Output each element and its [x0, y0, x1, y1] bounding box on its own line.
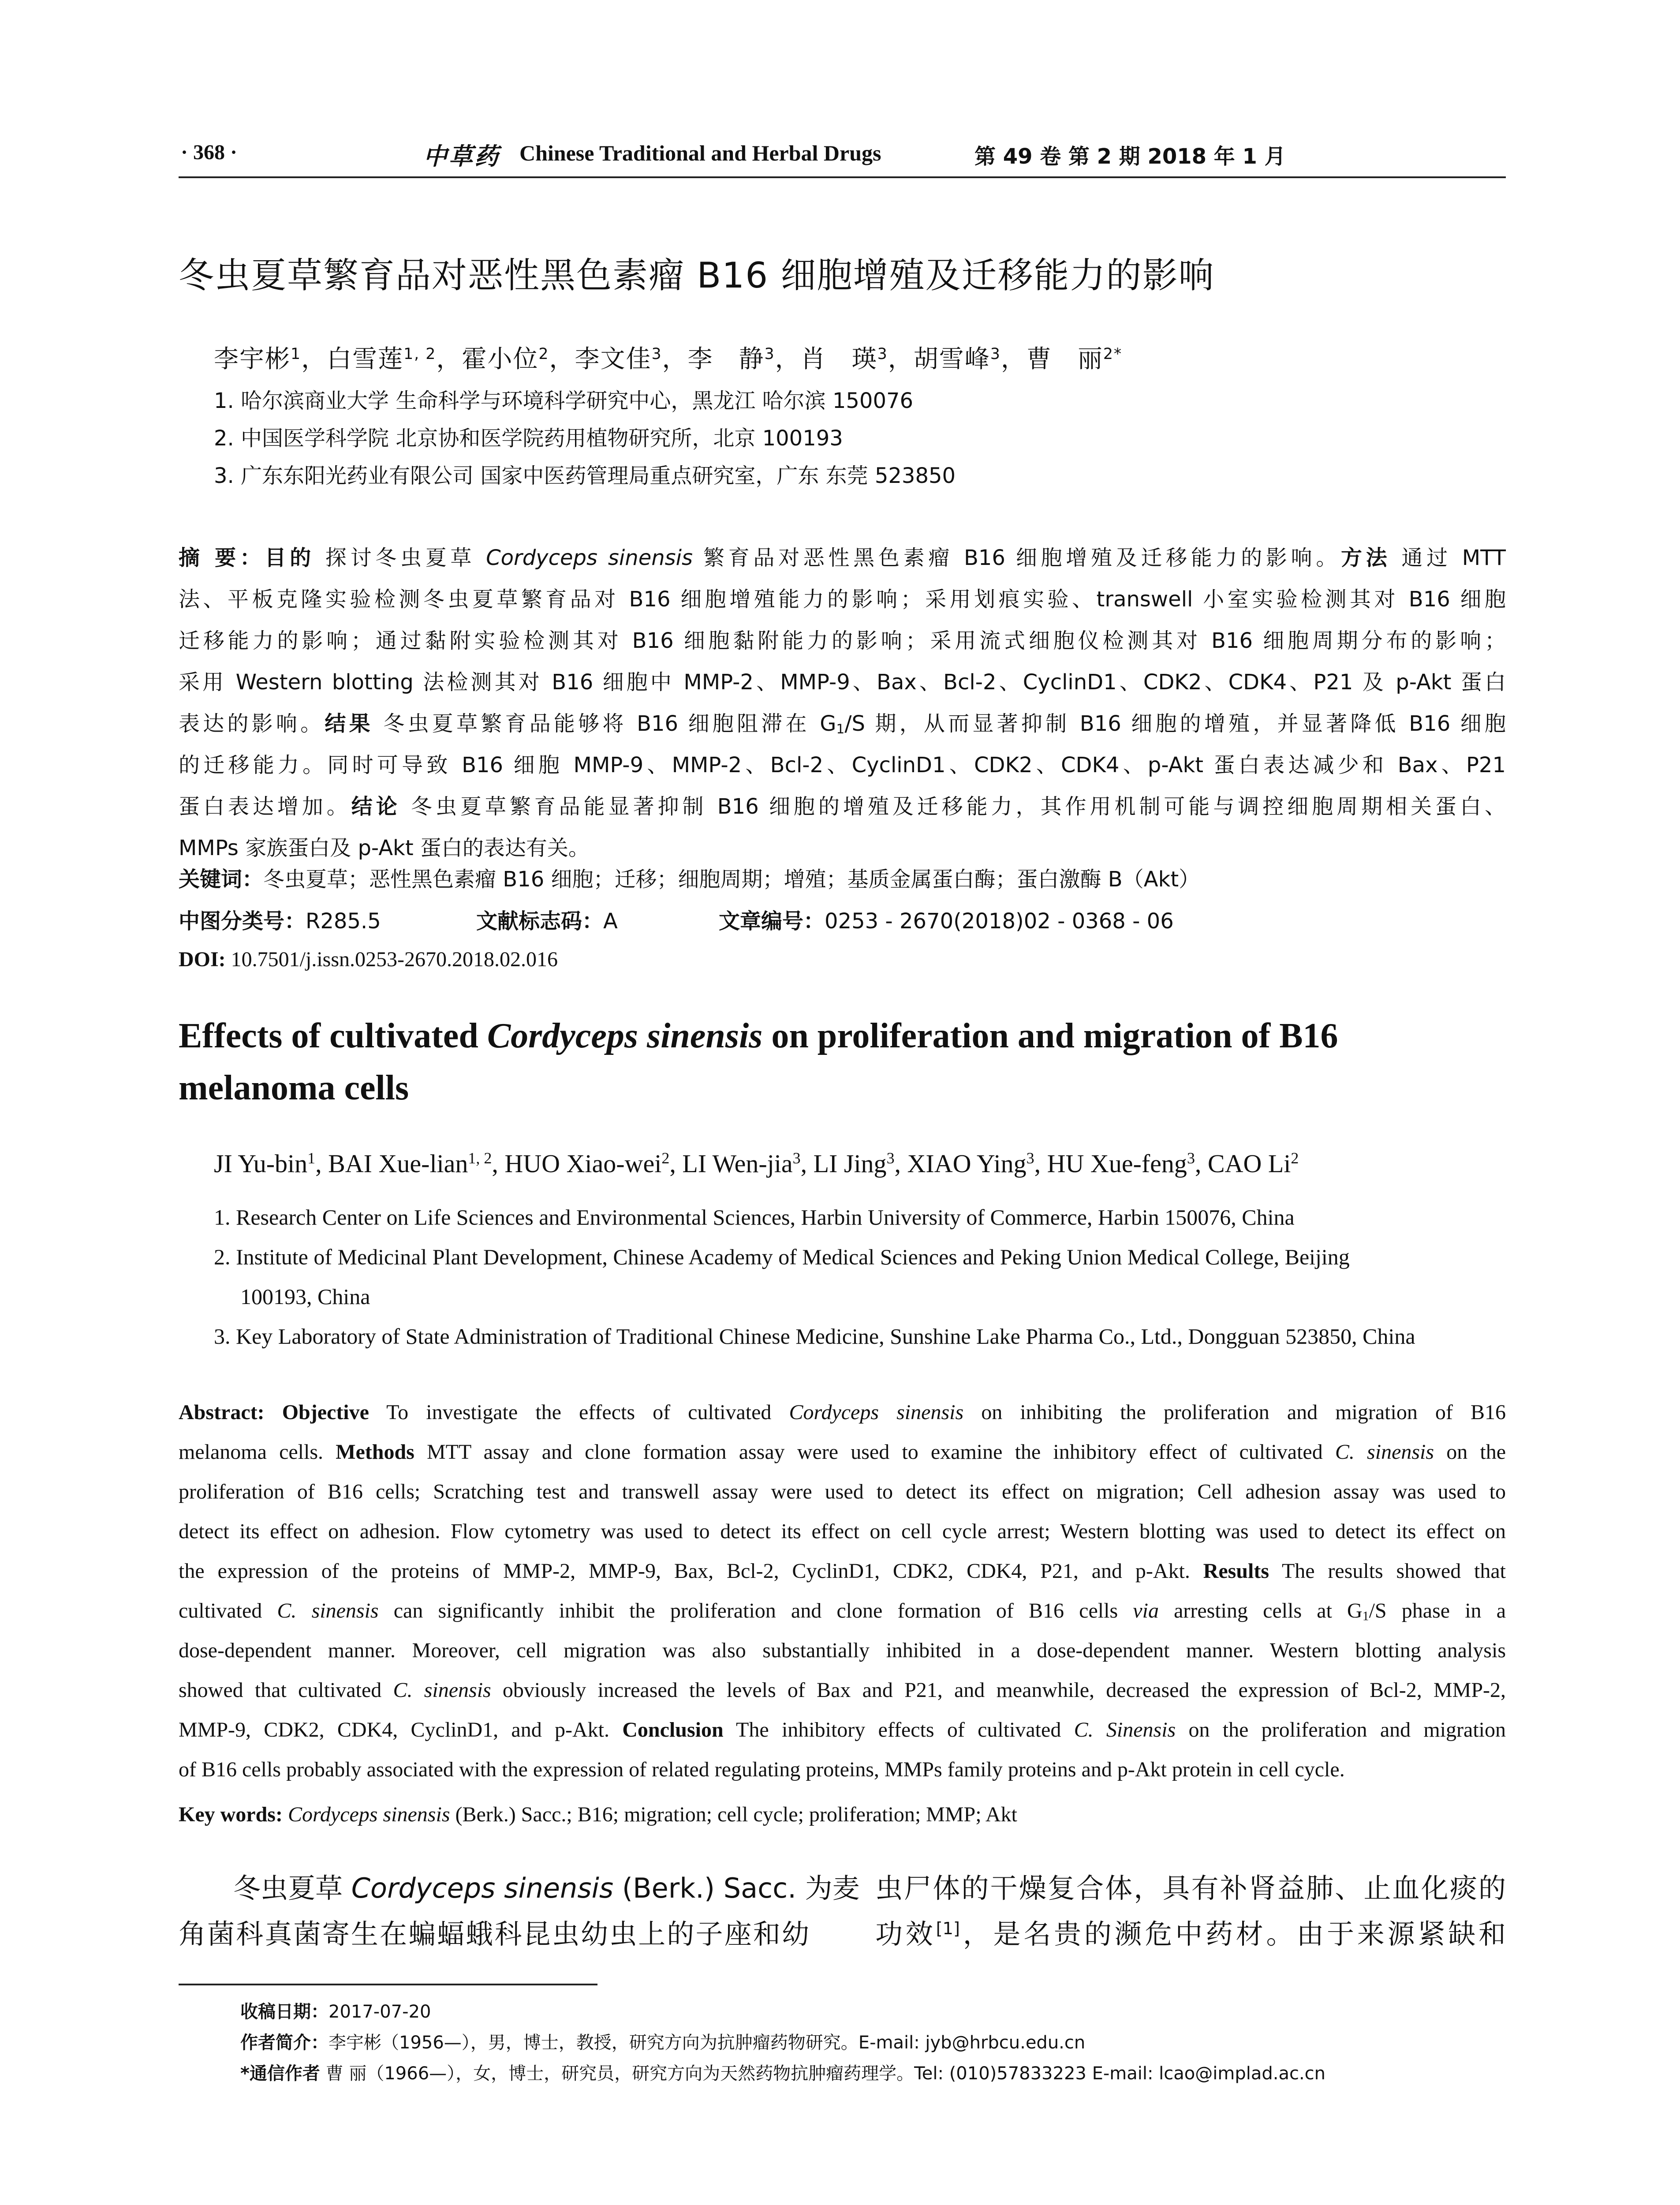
author-affiliation-mark: 3 — [886, 1149, 895, 1167]
author-name: 白雪莲 — [327, 345, 404, 374]
en-author-list: JI Yu-bin$^1$, BAI Xue-lian$^{1, 2}$, HUO Xiao-wei$^2$, LI Wen-jia$^3$, LI Jing$^3$, XIAO Ying$^3$, HU Xue-feng$^3$, CAO Li$^2$ — [214, 1149, 1299, 1178]
text-run: detect its effect on adhesion. Flow cytometry was used to detect its effect on cell cycle arrest; Western blotting was used to detect its effect on — [179, 1520, 1506, 1543]
author-name: 李宇彬 — [214, 345, 291, 374]
clc-label: 中图分类号： — [179, 909, 306, 934]
clc-value: R285.5 — [306, 909, 381, 934]
author-affiliation-mark: 3 — [792, 1149, 801, 1167]
text-run: 采用 Western blotting 法检测其对 B16 细胞中 MMP-2、MMP-9、Bax、Bcl-2、CyclinD1、CDK2、CDK4、P21 及 p-Akt 蛋白 — [179, 670, 1506, 695]
text-run: ，是名贵的濒危中药材。由于来源紧缺和 — [960, 1918, 1506, 1950]
text-run: Conclusion — [622, 1718, 724, 1742]
doi-label: DOI: — [179, 948, 226, 971]
text-run: 虫尸体的干燥复合体，具有补肾益肺、止血化痰的 — [875, 1872, 1506, 1904]
text-run: 结论 — [351, 794, 401, 819]
text-run: 通过 MTT — [1391, 546, 1506, 570]
en-title-part: Effects of cultivated — [179, 1017, 487, 1055]
en-abstract-line — [179, 1440, 1506, 1466]
author-affiliation-mark: 3 — [1026, 1149, 1034, 1167]
cn-affiliation-3: 3. 广东东阳光药业有限公司 国家中医药管理局重点研究室，广东 东莞 523850 — [214, 463, 956, 488]
author-name: 李 静 — [687, 345, 765, 374]
footnote-rule — [179, 1984, 597, 1985]
author-name: HU Xue-feng — [1047, 1149, 1187, 1178]
received-label: 收稿日期： — [240, 2002, 329, 2022]
body-column-right — [875, 1865, 1506, 1957]
author-affiliation-mark: 2 — [538, 345, 549, 363]
text-run: 繁育品对恶性黑色素瘤 B16 细胞增殖及迁移能力的影响。 — [693, 546, 1341, 570]
text-run: 摘 要：目的 — [179, 546, 315, 570]
en-keywords-label: Key words: — [179, 1803, 283, 1826]
author-affiliation-mark: 3 — [877, 345, 888, 363]
text-run: Cordyceps sinensis — [351, 1872, 614, 1904]
en-abstract-line — [179, 1480, 1506, 1506]
cn-abstract-line — [179, 579, 1506, 620]
text-run: of B16 cells probably associated with the expression of related regulating proteins, MMPs family proteins and p-Akt protein in cell cycle. — [179, 1758, 1345, 1781]
page-number: · 368 · — [181, 141, 238, 164]
article-no-value: 0253 - 2670(2018)02 - 0368 - 06 — [825, 909, 1174, 934]
text-run: on inhibiting the proliferation and migration of B16 — [963, 1401, 1506, 1424]
en-affiliation-3: 3. Key Laboratory of State Administration of Traditional Chinese Medicine, Sunshine Lake Pharma Co., Ltd., Dongguan 523850, China — [214, 1324, 1415, 1349]
cn-abstract-line — [179, 620, 1506, 662]
body-line — [179, 1911, 809, 1957]
text-run: Cordyceps sinensis — [287, 1803, 450, 1826]
text-run: [1] — [936, 1918, 960, 1939]
footnote-corresponding — [240, 2059, 1325, 2085]
author-affiliation-mark: 1, 2 — [468, 1149, 492, 1167]
author-bio-value: 李宇彬（1956—），男，博士，教授，研究方向为抗肿瘤药物研究。E-mail: jyb@hrbcu.edu.cn — [329, 2033, 1086, 2053]
en-abstract-line — [179, 1559, 1506, 1585]
en-abstract-line — [179, 1400, 1506, 1427]
author-name: 肖 瑛 — [800, 345, 877, 374]
doi-value: 10.7501/j.issn.0253-2670.2018.02.016 — [231, 948, 558, 971]
author-name: LI Wen-jia — [682, 1149, 793, 1178]
body-column-left — [179, 1865, 860, 1957]
en-title-line2: melanoma cells — [179, 1069, 409, 1107]
journal-logo: 中草药 — [423, 142, 500, 170]
author-name: HUO Xiao-wei — [504, 1149, 662, 1178]
text-run: Results — [1203, 1559, 1269, 1583]
article-no-label: 文章编号： — [719, 909, 825, 934]
corresponding-value: 曹 丽（1966—），女，博士，研究员，研究方向为天然药物抗肿瘤药理学。Tel: (010)57833223 E-mail: lcao@implad.ac.cn — [320, 2063, 1326, 2084]
en-title-species: Cordyceps sinensis — [487, 1017, 763, 1055]
text-run: melanoma cells. — [179, 1440, 336, 1464]
text-run: Abstract: Objective — [179, 1401, 369, 1424]
body-line — [875, 1911, 1506, 1957]
author-name: 胡雪峰 — [913, 345, 990, 374]
author-name: XIAO Ying — [907, 1149, 1027, 1178]
en-abstract-line — [179, 1678, 1506, 1704]
en-abstract-line — [179, 1757, 1506, 1784]
cn-author-list: 李宇彬$^1$，白雪莲$^{1, 2}$，霍小位$^2$，李文佳$^3$，李 静$^3$，肖 瑛$^3$，胡雪峰$^3$，曹 丽$^{2*}$ — [214, 345, 1123, 374]
text-run: on the — [1434, 1440, 1506, 1464]
cn-article-no — [719, 904, 1174, 934]
text-run: arresting cells at G — [1158, 1599, 1363, 1622]
cn-doc-code — [476, 904, 618, 934]
text-run: 功效 — [875, 1918, 936, 1950]
text-run: proliferation of B16 cells; Scratching test and transwell assay were used to detect its effect on migration; Cell adhesion assay was used to — [179, 1480, 1506, 1503]
text-run: /S 期，从而显著抑制 B16 细胞的增殖，并显著降低 B16 细胞 — [844, 711, 1506, 736]
en-keywords-text — [283, 1803, 1017, 1826]
en-title-part: on proliferation and migration of B16 — [762, 1017, 1338, 1055]
text-run: /S phase in a — [1369, 1599, 1506, 1622]
journal-name: Chinese Traditional and Herbal Drugs — [519, 141, 881, 165]
text-run: (Berk.) Sacc. 为麦 — [613, 1872, 860, 1904]
author-affiliation-mark: 1, 2 — [403, 345, 437, 363]
text-run: The inhibitory effects of cultivated — [723, 1718, 1074, 1742]
text-run: on the proliferation and migration — [1176, 1718, 1506, 1742]
cn-abstract-line — [179, 662, 1506, 703]
text-run: can significantly inhibit the proliferation and clone formation of B16 cells — [378, 1599, 1133, 1622]
cn-affiliation-1: 1. 哈尔滨商业大学 生命科学与环境科学研究中心，黑龙江 哈尔滨 150076 — [214, 389, 914, 413]
text-run: MTT assay and clone formation assay were used to examine the inhibitory effect of cultivated — [414, 1440, 1335, 1464]
text-run: 冬虫夏草繁育品能显著抑制 B16 细胞的增殖及迁移能力，其作用机制可能与调控细胞周期相关蛋白、 — [400, 794, 1506, 819]
body-line — [875, 1865, 1506, 1911]
text-run: 探讨冬虫夏草 — [314, 546, 486, 570]
text-run: MMPs 家族蛋白及 p-Akt 蛋白的表达有关。 — [179, 836, 590, 860]
text-run: via — [1133, 1599, 1159, 1622]
text-run: The results showed that — [1269, 1559, 1506, 1583]
author-affiliation-mark: 1 — [291, 345, 302, 363]
corresponding-label: *通信作者 — [240, 2063, 320, 2084]
text-run: dose-dependent manner. Moreover, cell migration was also substantially inhibited in a dose-dependent manner. Western blotting analysis — [179, 1639, 1506, 1662]
en-abstract-line — [179, 1718, 1506, 1744]
text-run: 冬虫夏草繁育品能够将 B16 细胞阻滞在 G — [373, 711, 836, 736]
text-run: showed that cultivated — [179, 1678, 393, 1702]
doi-line — [179, 947, 558, 972]
cn-keywords-label: 关键词： — [179, 867, 264, 892]
text-run: 表达的影响。 — [179, 711, 325, 736]
author-affiliation-mark: 2 — [661, 1149, 670, 1167]
issue-info: 第 49 卷 第 2 期 2018 年 1 月 — [974, 144, 1286, 169]
text-run: Methods — [336, 1440, 414, 1464]
text-run: obviously increased the levels of Bax and P21, and meanwhile, decreased the expression of Bcl-2, MMP-2, — [491, 1678, 1506, 1702]
text-run: Cordyceps sinensis — [486, 546, 693, 570]
text-run: To investigate the effects of cultivated — [369, 1401, 789, 1424]
footnote-author — [240, 2029, 1085, 2054]
author-name: 曹 丽 — [1026, 345, 1103, 374]
author-affiliation-mark: 2* — [1103, 345, 1123, 363]
text-run: 法、平板克隆实验检测冬虫夏草繁育品对 B16 细胞增殖能力的影响；采用划痕实验、transwell 小室实验检测其对 B16 细胞 — [179, 587, 1506, 612]
cn-abstract-line — [179, 786, 1506, 827]
text-run: 蛋白表达增加。 — [179, 794, 351, 819]
text-run: 方法 — [1341, 546, 1391, 570]
text-run: 结果 — [325, 711, 373, 736]
text-run: cultivated — [179, 1599, 277, 1622]
author-affiliation-mark: 2 — [1291, 1149, 1299, 1167]
doc-code-value: A — [603, 909, 618, 934]
cn-keywords-text: 冬虫夏草；恶性黑色素瘤 B16 细胞；迁移；细胞周期；增殖；基质金属蛋白酶；蛋白激酶 B（Akt） — [263, 867, 1200, 892]
en-affiliation-2: 2. Institute of Medicinal Plant Development, Chinese Academy of Medical Sciences and Peking Union Medical College, Beijing — [214, 1245, 1350, 1269]
en-abstract-line — [179, 1638, 1506, 1665]
doc-code-label: 文献标志码： — [476, 909, 604, 934]
en-abstract-line — [179, 1599, 1506, 1625]
cn-clc — [179, 904, 381, 934]
cn-abstract-line — [179, 744, 1506, 786]
cn-keywords — [179, 862, 1200, 893]
en-keywords — [179, 1802, 1017, 1827]
text-run: 1 — [1362, 1608, 1369, 1623]
author-name: JI Yu-bin — [214, 1149, 308, 1178]
text-run: 1 — [836, 721, 845, 737]
author-name: LI Jing — [813, 1149, 887, 1178]
cn-abstract-line — [179, 703, 1506, 744]
text-run — [283, 1803, 288, 1826]
en-title — [179, 1010, 1506, 1114]
cn-abstract — [179, 537, 1506, 869]
body-line — [179, 1865, 860, 1911]
author-affiliation-mark: 3 — [990, 345, 1001, 363]
author-name: CAO Li — [1207, 1149, 1291, 1178]
text-run: (Berk.) Sacc.; B16; migration; cell cycle; proliferation; MMP; Akt — [450, 1803, 1017, 1826]
text-run: MMP-9, CDK2, CDK4, CyclinD1, and p-Akt. — [179, 1718, 623, 1742]
author-affiliation-mark: 3 — [764, 345, 775, 363]
text-run: Cordyceps sinensis — [789, 1401, 964, 1424]
cn-abstract-line — [179, 537, 1506, 579]
text-run: 迁移能力的影响；通过黏附实验检测其对 B16 细胞黏附能力的影响；采用流式细胞仪检测其对 B16 细胞周期分布的影响； — [179, 628, 1506, 653]
text-run: 角菌科真菌寄生在蝙蝠蛾科昆虫幼虫上的子座和幼 — [179, 1918, 809, 1950]
text-run: the expression of the proteins of MMP-2, MMP-9, Bax, Bcl-2, CyclinD1, CDK2, CDK4, P21, and p-Akt. — [179, 1559, 1203, 1583]
received-value: 2017-07-20 — [329, 2002, 431, 2022]
text-run: C. sinensis — [1335, 1440, 1434, 1464]
footnote-received — [240, 1998, 431, 2023]
text-run: C. sinensis — [393, 1678, 491, 1702]
author-name: BAI Xue-lian — [328, 1149, 468, 1178]
text-run: 的迁移能力。同时可导致 B16 细胞 MMP-9、MMP-2、Bcl-2、CyclinD1、CDK2、CDK4、p-Akt 蛋白表达减少和 Bax、P21 — [179, 753, 1506, 777]
text-run: C. sinensis — [277, 1599, 379, 1622]
header-rule — [179, 176, 1506, 178]
en-affiliation-1: 1. Research Center on Life Sciences and Environmental Sciences, Harbin University of Commerce, Harbin 150076, China — [214, 1205, 1295, 1230]
author-bio-label: 作者简介： — [240, 2033, 329, 2053]
en-abstract-line — [179, 1519, 1506, 1546]
author-name: 李文佳 — [575, 345, 652, 374]
author-name: 霍小位 — [462, 345, 539, 374]
author-affiliation-mark: 3 — [651, 345, 662, 363]
cn-affiliation-2: 2. 中国医学科学院 北京协和医学院药用植物研究所，北京 100193 — [214, 426, 843, 451]
author-affiliation-mark: 3 — [1187, 1149, 1195, 1167]
en-abstract — [179, 1400, 1506, 1797]
en-affiliation-2-cont: 100193, China — [240, 1284, 370, 1309]
text-run: C. Sinensis — [1074, 1718, 1176, 1742]
text-run: 冬虫夏草 — [233, 1872, 351, 1904]
author-affiliation-mark: 1 — [307, 1149, 316, 1167]
cn-title: 冬虫夏草繁育品对恶性黑色素瘤 B16 细胞增殖及迁移能力的影响 — [179, 255, 1215, 296]
